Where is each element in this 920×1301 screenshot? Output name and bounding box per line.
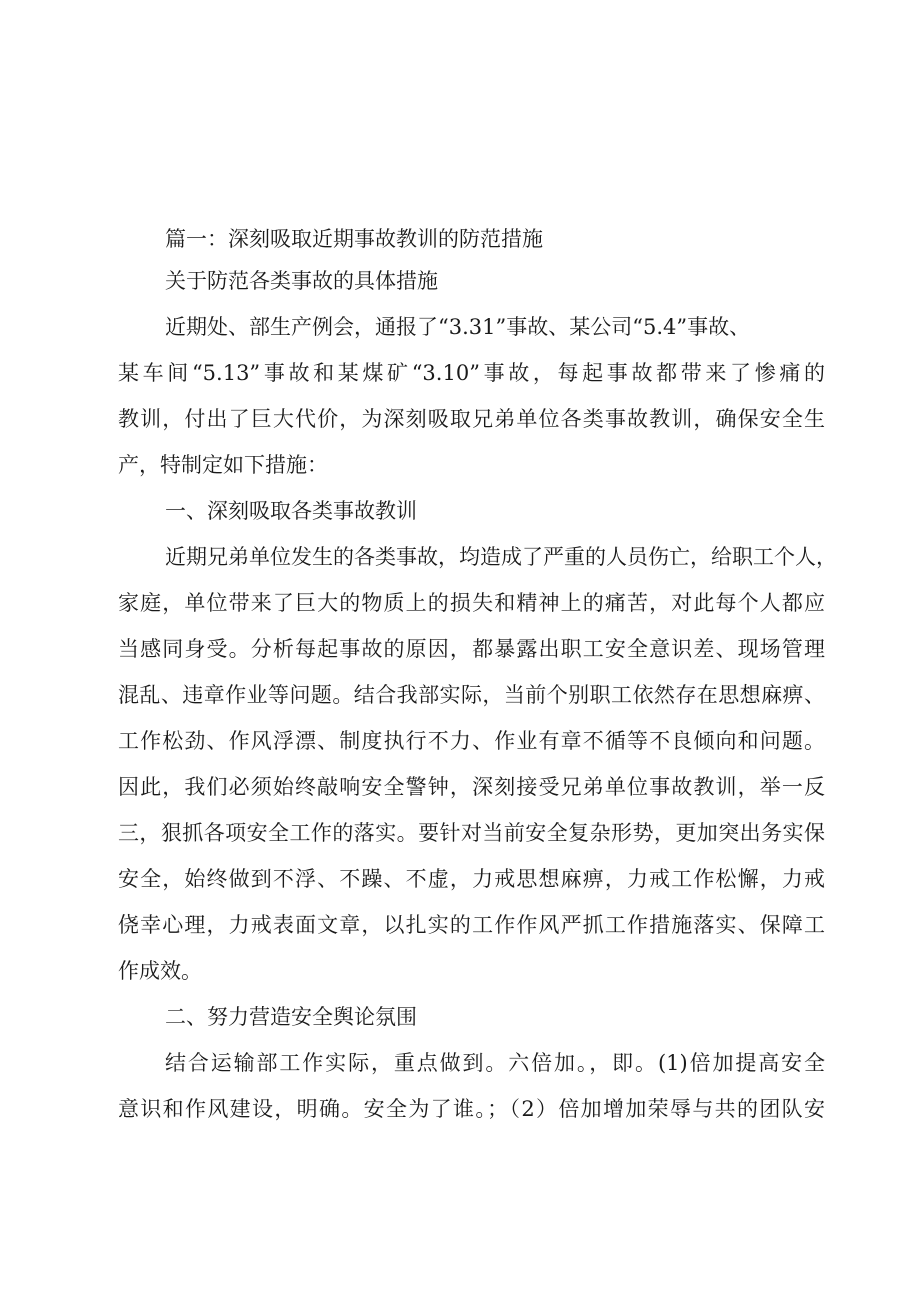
paragraph-line: 当感同身受。分析每起事故的原因，都暴露出职工安全意识差、现场管理 xyxy=(118,637,825,661)
section-heading: 一、深刻吸取各类事故教训 xyxy=(165,499,417,523)
paragraph-line: 家庭，单位带来了巨大的物质上的损失和精神上的痛苦，对此每个人都应 xyxy=(118,591,825,615)
paragraph-line: 因此，我们必须始终敲响安全警钟，深刻接受兄弟单位事故教训，举一反 xyxy=(118,775,825,799)
paragraph-line: 意识和作风建设，明确。安全为了谁。；（2）倍加增加荣辱与共的团队安 xyxy=(118,1097,825,1121)
paragraph-line: 近期处、部生产例会，通报了“3.31”事故、某公司“5.4”事故、 xyxy=(165,315,751,339)
paragraph-line: 三，狠抓各项安全工作的落实。要针对当前安全复杂形势，更加突出务实保 xyxy=(118,821,825,845)
paragraph-line: 结合运输部工作实际，重点做到。六倍加。，即。(1)倍加提高安全 xyxy=(165,1051,825,1075)
paragraph-line: 混乱、违章作业等问题。结合我部实际，当前个别职工依然存在思想麻痹、 xyxy=(118,683,825,707)
paragraph-line: 作成效。 xyxy=(118,959,202,983)
paragraph-line: 产，特制定如下措施： xyxy=(118,453,328,477)
paragraph-line: 教训，付出了巨大代价，为深刻吸取兄弟单位各类事故教训，确保安全生 xyxy=(118,407,825,431)
document-subtitle: 关于防范各类事故的具体措施 xyxy=(165,269,438,293)
paragraph-line: 工作松劲、作风浮漂、制度执行不力、作业有章不循等不良倾向和问题。 xyxy=(118,729,825,753)
paragraph-line: 某车间“5.13”事故和某煤矿“3.10”事故，每起事故都带来了惨痛的 xyxy=(118,361,825,385)
section-heading: 二、努力营造安全舆论氛围 xyxy=(165,1005,417,1029)
document-title: 篇一：深刻吸取近期事故教训的防范措施 xyxy=(165,227,543,251)
paragraph-line: 侥幸心理，力戒表面文章，以扎实的工作作风严抓工作措施落实、保障工 xyxy=(118,913,825,937)
paragraph-line: 近期兄弟单位发生的各类事故，均造成了严重的人员伤亡，给职工个人， xyxy=(165,545,837,569)
paragraph-line: 安全，始终做到不浮、不躁、不虚，力戒思想麻痹，力戒工作松懈，力戒 xyxy=(118,867,825,891)
